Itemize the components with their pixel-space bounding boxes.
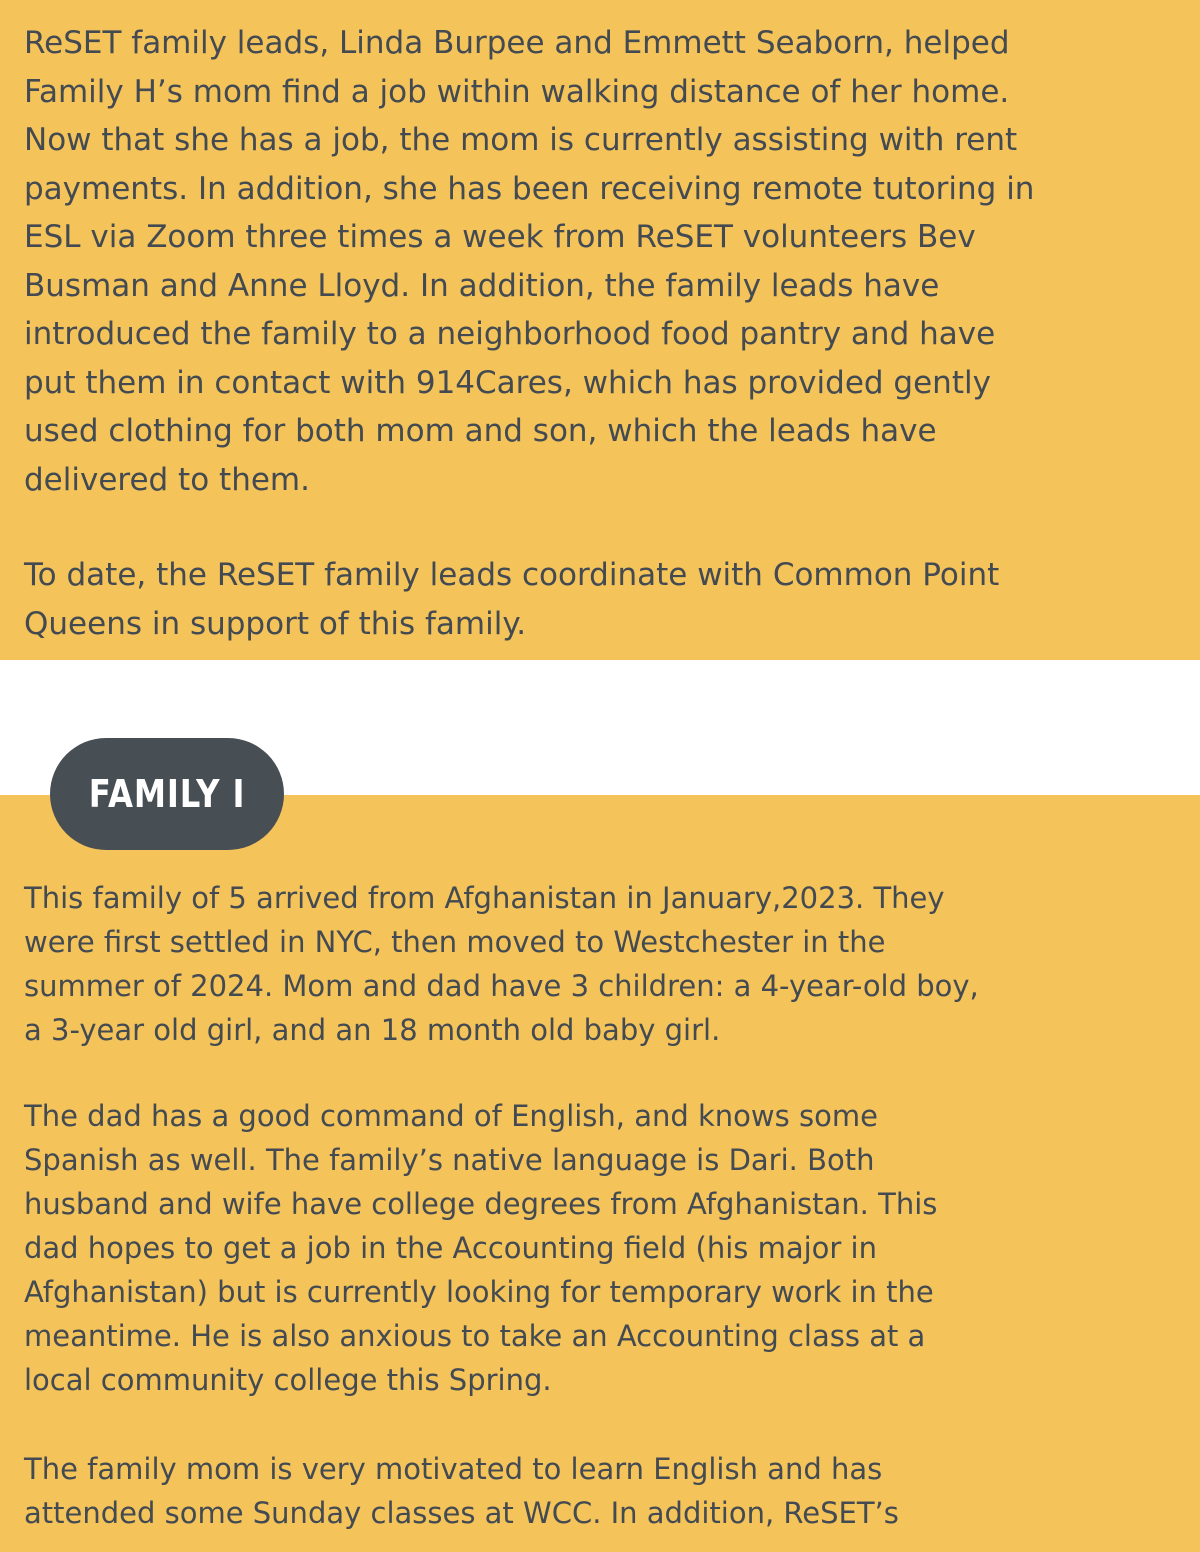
family-i-paragraph-3: The family mom is very motivated to learn English and has attended some Sunday classes at WCC. In addition, ReSET’s <box>24 1452 899 1530</box>
family-h-panel <box>0 0 1200 660</box>
family-h-paragraph-1: ReSET family leads, Linda Burpee and Emmett Seaborn, helped Family H’s mom find a job within walking distance of her home. Now that she has a job, the mom is currently assisting with rent payments. In addition, she has been receiving remote tutoring in ESL via Zoom three times a week from ReSET volunteers Bev Busman and Anne Lloyd. In addition, the family leads have introduced the family to a neighborhood food pantry and have put them in contact with 914Cares, which has provided gently used clothing for both mom and son, which the leads have delivered to them. <box>24 25 1035 498</box>
family-i-heading: FAMILY I <box>88 772 246 816</box>
family-i-paragraph-2: The dad has a good command of English, and knows some Spanish as well. The family’s native language is Dari. Both husband and wife have college degrees from Afghanistan. This dad hopes to get a job in the Accounting field (his major in Afghanistan) but is currently looking for temporary work in the meantime. He is also anxious to take an Accounting class at a local community college this Spring. <box>24 1099 938 1397</box>
family-i-panel <box>0 795 1200 1552</box>
family-i-heading-badge <box>50 738 284 850</box>
family-h-paragraph-2: To date, the ReSET family leads coordinate with Common Point Queens in support of this family. <box>24 557 1000 642</box>
family-i-paragraph-1: This family of 5 arrived from Afghanistan in January,2023. They were first settled in NYC, then moved to Westchester in the summer of 2024. Mom and dad have 3 children: a 4-year-old boy, a 3-year old girl, and an 18 month old baby girl. <box>24 881 979 1047</box>
